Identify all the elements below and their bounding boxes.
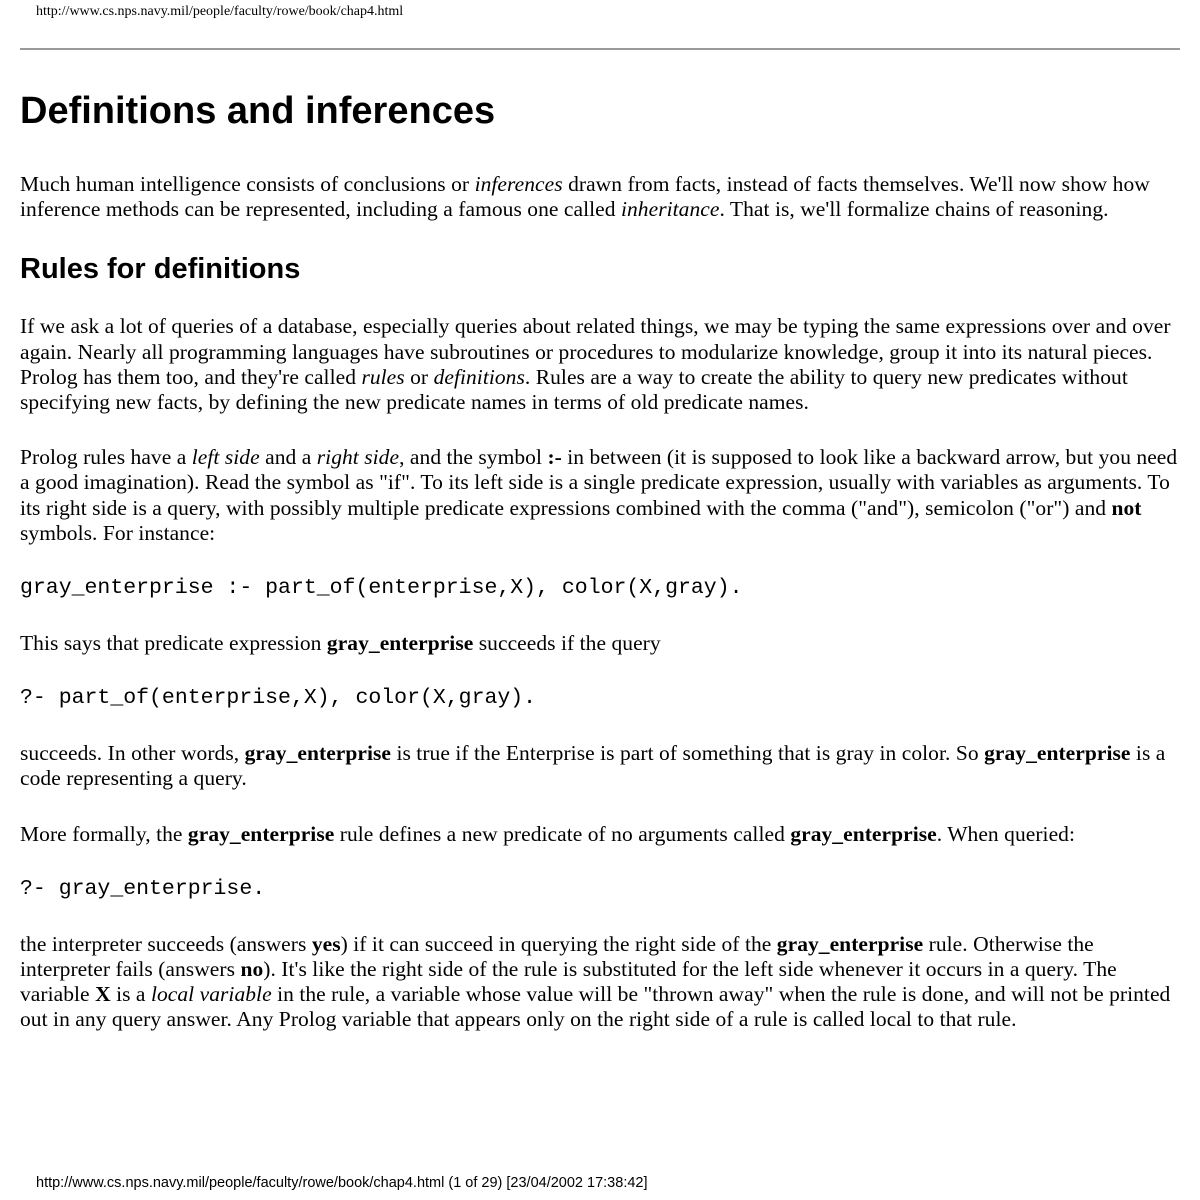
text: is a: [110, 982, 151, 1007]
text: the interpreter succeeds (answers: [20, 931, 312, 956]
term-inferences: inferences: [474, 172, 563, 196]
page-title: Definitions and inferences: [20, 90, 496, 132]
intro-paragraph: [20, 172, 1182, 222]
text: in the rule, a variable whose value will be "thrown away" when the rule is done, and will not be printed out in any query answer. Any Prolog variable that appears only on the right side of a rule is called local to that rule.: [20, 982, 1171, 1032]
text: symbols. For instance:: [20, 520, 216, 545]
text: drawn from facts, instead of facts themselves. We'll now show how inference methods can be represented, including a famous one called: [20, 172, 1150, 222]
text: is true if the Enterprise is part of something that is gray in color. So: [391, 741, 985, 766]
paragraph-rule-structure: [20, 445, 1182, 546]
text: rule defines a new predicate of no arguments called: [334, 821, 791, 846]
text: and a: [259, 445, 317, 470]
variable-x: X: [95, 982, 111, 1007]
horizontal-rule: [20, 48, 1180, 50]
paragraph-interpreter: [20, 932, 1182, 1033]
answer-no: no: [240, 957, 264, 982]
text: succeeds if the query: [473, 631, 661, 656]
page-footer: http://www.cs.nps.navy.mil/people/faculty/rowe/book/chap4.html (1 of 29) [23/04/2002 17:38:42]: [36, 1175, 648, 1191]
paragraph-formal-definition: [20, 822, 1182, 847]
text: . That is, we'll formalize chains of reasoning.: [719, 197, 1109, 222]
page-header-url: http://www.cs.nps.navy.mil/people/faculty/rowe/book/chap4.html: [36, 4, 404, 19]
text: ) if it can succeed in querying the right side of the: [340, 931, 777, 956]
term-definitions: definitions: [433, 364, 525, 389]
predicate-name: gray_enterprise: [244, 741, 392, 766]
document-body: [20, 88, 1182, 1063]
predicate-name: gray_enterprise: [326, 631, 474, 656]
code-gray-enterprise-query: ?- gray_enterprise.: [20, 876, 266, 901]
text: . When queried:: [936, 821, 1075, 846]
paragraph-in-other-words: [20, 741, 1182, 791]
text: This says that predicate expression: [20, 631, 327, 656]
term-right-side: right side: [316, 445, 400, 470]
keyword-not: not: [1111, 495, 1142, 520]
text: More formally, the: [20, 821, 188, 846]
term-left-side: left side: [191, 445, 260, 470]
section-heading: Rules for definitions: [20, 253, 301, 286]
text: Much human intelligence consists of conclusions or: [20, 172, 475, 196]
term-inheritance: inheritance: [620, 197, 720, 222]
text: is a code representing a query.: [20, 741, 1166, 791]
paragraph-rule-meaning: [20, 631, 1182, 656]
text: in between (it is supposed to look like a backward arrow, but you need a good imagination). Read the symbol as "if". To its left side is a single predicate expression, usually with variables as arguments. To its right side is a query, with possibly multiple predicate expressions combined with the comma ("and"), semicolon ("or") and: [20, 445, 1178, 520]
code-rule-example: gray_enterprise :- part_of(enterprise,X), color(X,gray).: [20, 576, 743, 601]
predicate-name: gray_enterprise: [790, 821, 937, 846]
text: rule. Otherwise the interpreter fails (answers: [20, 931, 1094, 982]
text: or: [404, 364, 434, 389]
term-rules: rules: [361, 364, 405, 389]
predicate-name: gray_enterprise: [984, 741, 1131, 766]
text: , and the symbol: [399, 445, 548, 470]
text: succeeds. In other words,: [20, 741, 245, 766]
paragraph-rules-intro: [20, 314, 1182, 415]
symbol-if: :-: [547, 445, 562, 470]
text: . Rules are a way to create the ability to query new predicates without specifying new facts, by defining the new predicate names in terms of old predicate names.: [20, 364, 1128, 415]
answer-yes: yes: [311, 931, 341, 956]
code-query-example: ?- part_of(enterprise,X), color(X,gray).: [20, 686, 537, 711]
text: If we ask a lot of queries of a database, especially queries about related things, we may be typing the same expressions over and over again. Nearly all programming languages have subroutines or procedures to modularize knowledge, group it into its natural pieces. Prolog has them too, and they're called: [20, 314, 1171, 389]
term-local-variable: local variable: [150, 982, 272, 1007]
text: Prolog rules have a: [20, 445, 192, 470]
predicate-name: gray_enterprise: [776, 931, 924, 956]
text: ). It's like the right side of the rule is substituted for the left side whenever it occurs in a query. The variable: [20, 957, 1117, 1007]
predicate-name: gray_enterprise: [187, 821, 335, 846]
